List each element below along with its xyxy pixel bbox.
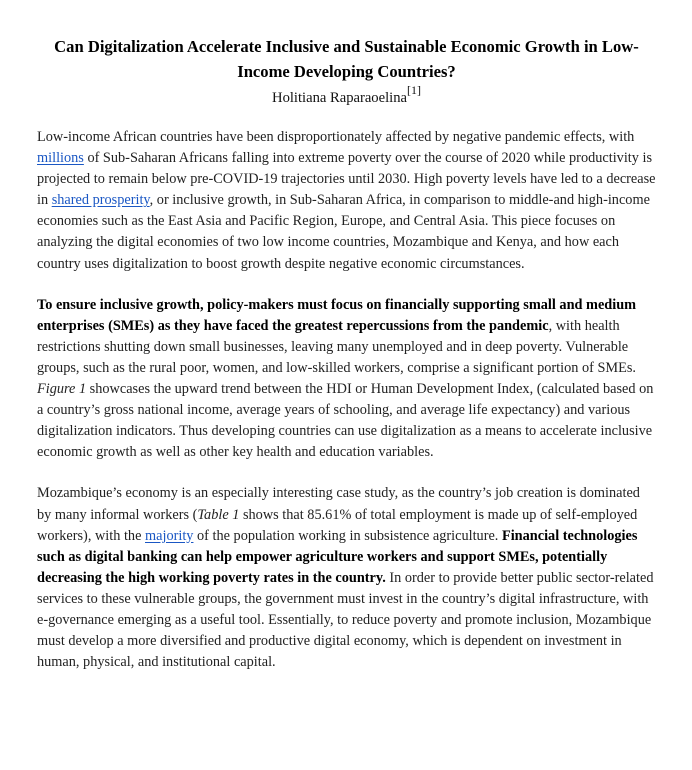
footnote-ref-link[interactable]: [1] [406,83,421,98]
text-segment: shows that 85.61% of total employment is made up of self-employed workers), with the [37,506,638,544]
link-shared-prosperity[interactable]: shared prosperity [51,192,150,209]
paragraph-intro [37,127,656,275]
text-segment: showcases the upward trend between the HDI or Human Development Index, (calculated based on a country’s gross national income, average years of schooling, and average life expectancy) and various digitalization indicators. Thus developing countries can use digitalization as a means to accelerate inclusive economic growth as well as other key health and education variables. [37,381,654,461]
table-reference: Table 1 [197,506,240,523]
author-name: Holitiana Raparaoelina [272,90,407,106]
figure-reference: Figure 1 [37,381,87,398]
text-segment: , or inclusive growth, in Sub-Saharan Africa, in comparison to middle-and high-income economies such as the East Asia and Pacific Region, Europe, and Central Asia. This piece focuses on analyzing the digital economies of two low income countries, Mozambique and Kenya, and how each country uses digitalization to boost growth despite negative economic circumstances. [37,192,650,272]
link-millions[interactable]: millions [37,150,84,167]
paragraph-smes [37,295,656,464]
text-segment: Low-income African countries have been disproportionately affected by negative pandemic effects, with [37,129,635,145]
bold-statement: To ensure inclusive growth, policy-makers must focus on financially supporting small and medium enterprises (SMEs) as they have faced the greatest repercussions from the pandemic [37,296,637,334]
article-title: Can Digitalization Accelerate Inclusive and Sustainable Economic Growth in Low-Income Developing Countries? [54,37,639,81]
text-segment: , with health restrictions shutting down small businesses, leaving many unemployed and in deep poverty. Vulnerable groups, such as the rural poor, women, and low-skilled workers, comprise a significant portion of SMEs. [37,317,636,376]
author-line [37,83,656,108]
text-segment: Mozambique’s economy is an especially interesting case study, as the country’s job creation is dominated by many informal workers ( [37,485,640,523]
text-segment: of Sub-Saharan Africans falling into extreme poverty over the course of 2020 while productivity is projected to remain below pre-COVID-19 trajectories until 2030. High poverty levels have led to a decrease in [37,150,656,209]
paragraph-mozambique [37,483,656,673]
bold-statement: Financial technologies such as digital banking can help empower agriculture workers and support SMEs, potentially decreasing the high working poverty rates in the country. [37,527,638,586]
text-segment: of the population working in subsistence agriculture. [193,527,502,544]
link-majority[interactable]: majority [145,527,194,544]
text-segment: In order to provide better public sector-related services to these vulnerable groups, the government must invest in the country’s digital infrastructure, with e-governance emerging as a useful tool. Essentially, to reduce poverty and promote inclusion, Mozambique must develop a more diversified and productive digital economy, which is dependent on investment in human, physical, and institutional capital. [37,569,654,671]
